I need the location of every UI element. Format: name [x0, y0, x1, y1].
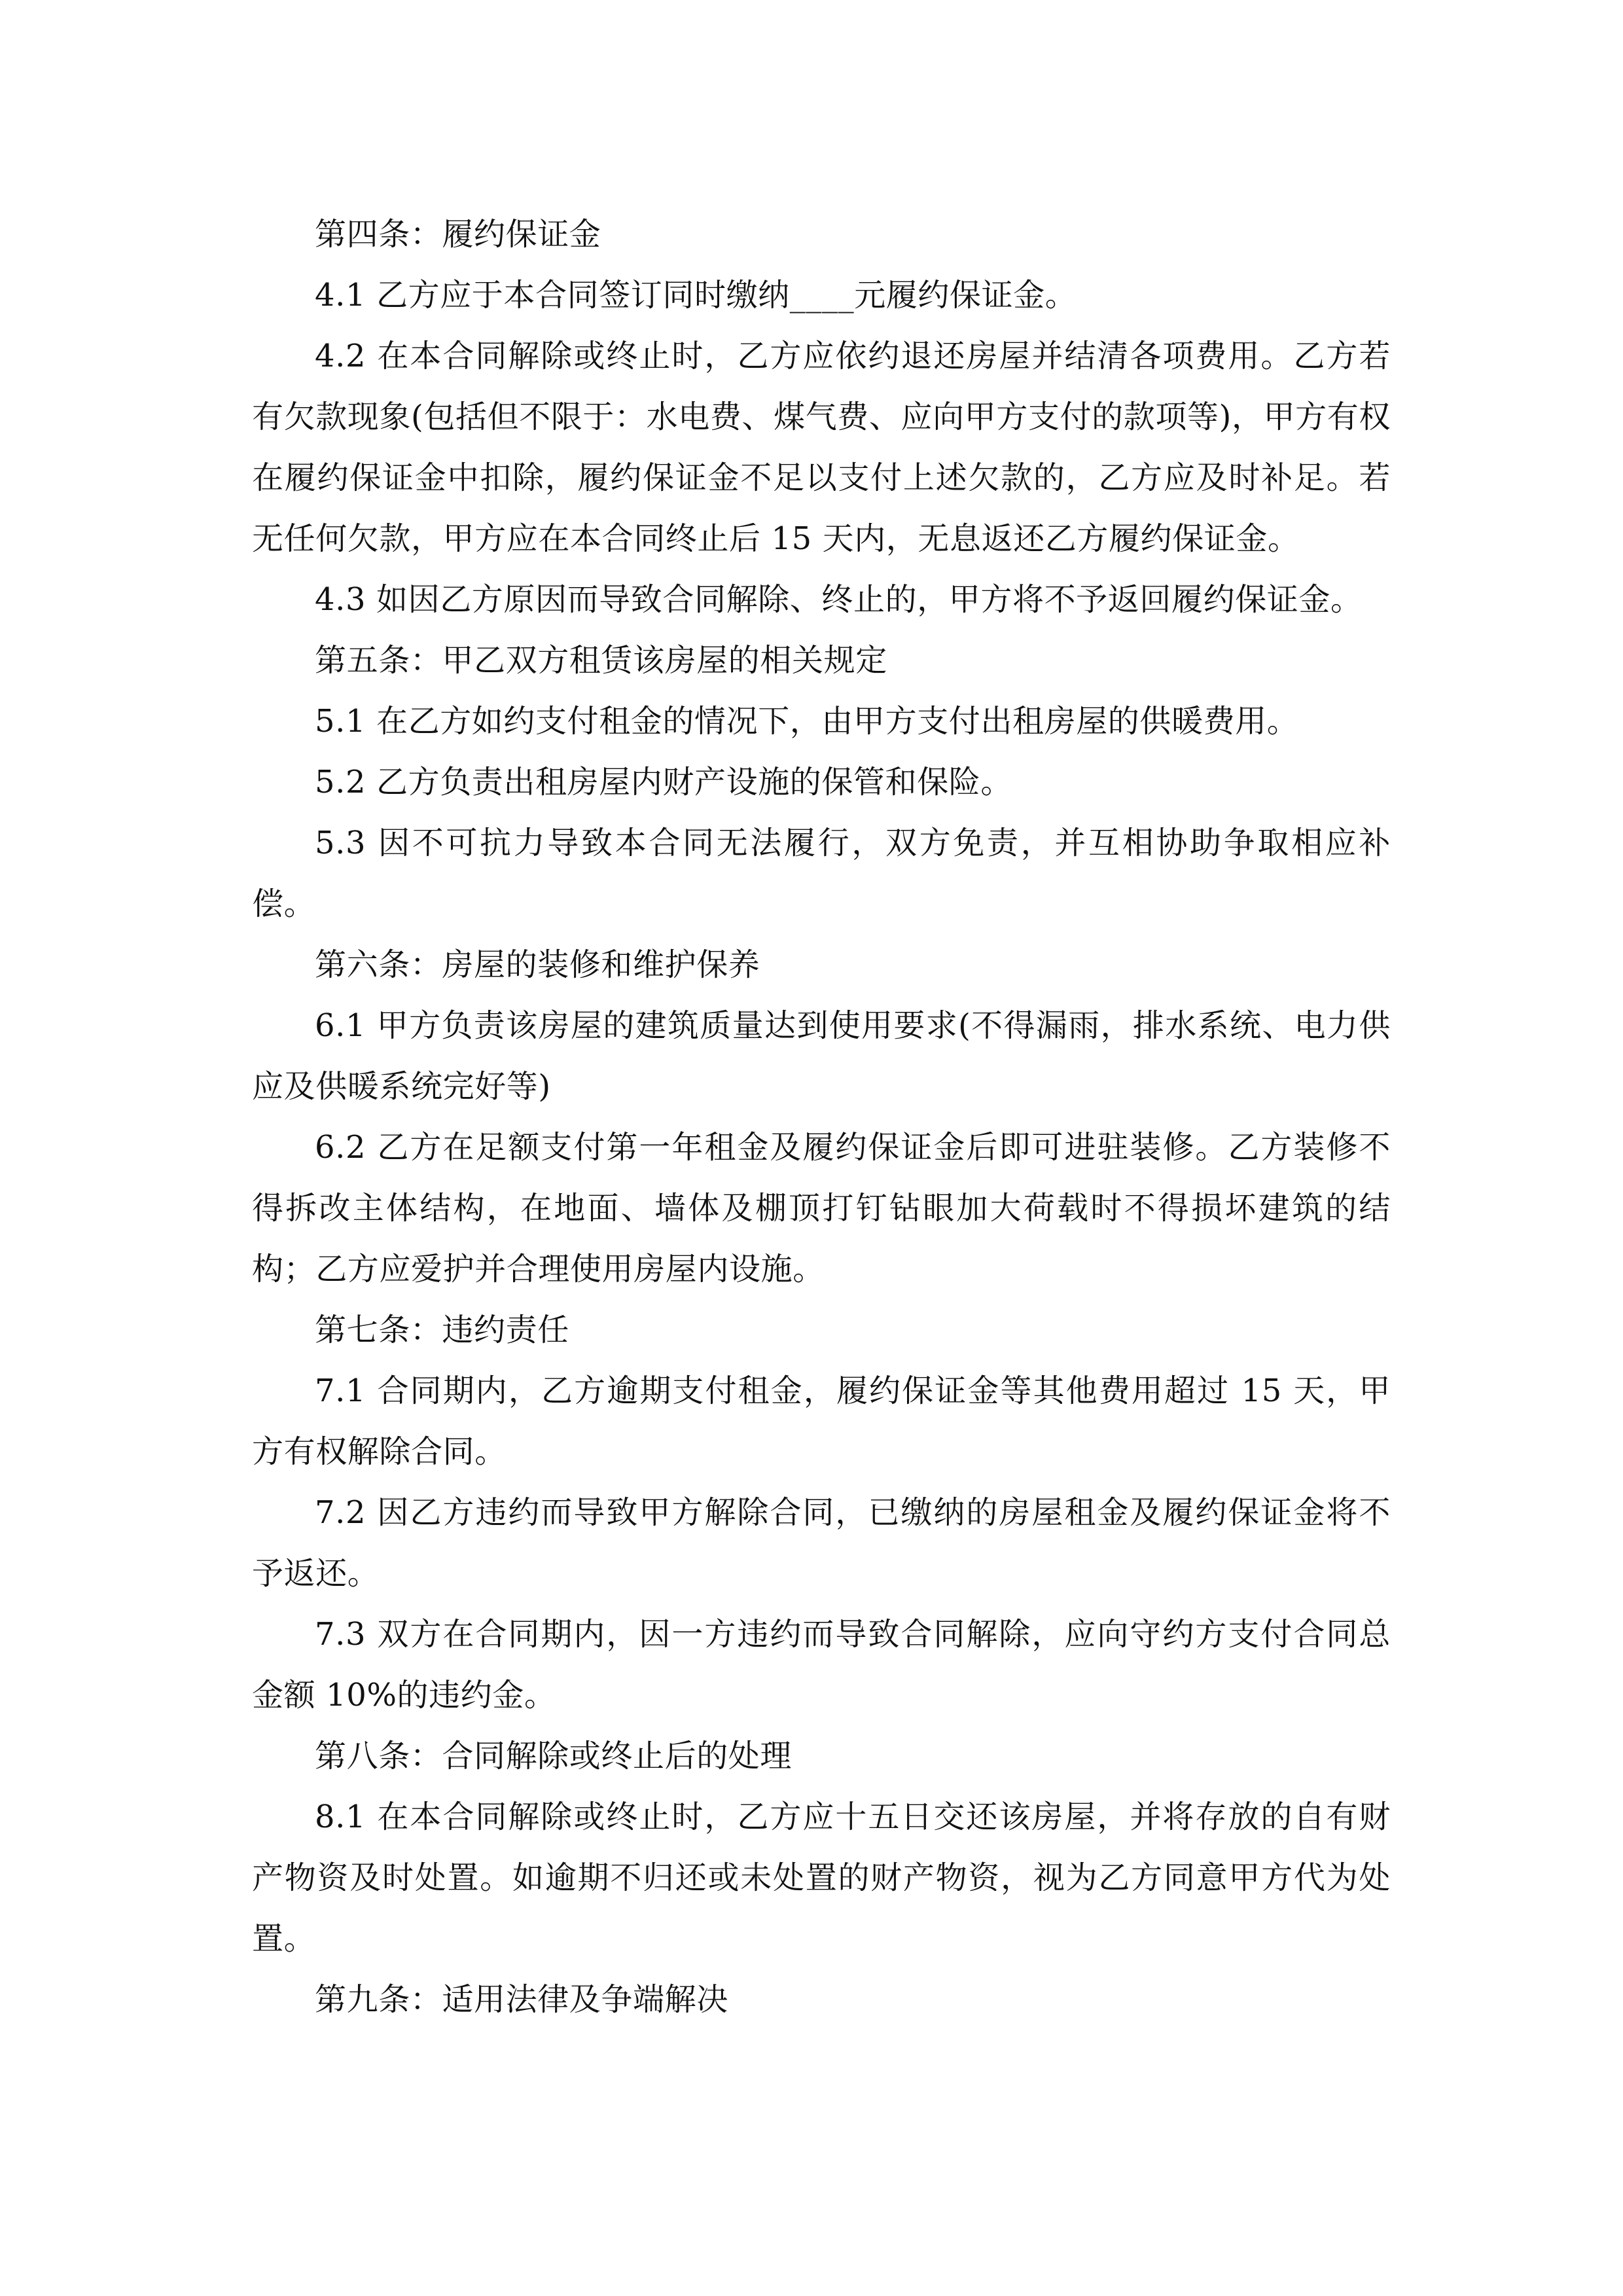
document-body	[252, 204, 1391, 2030]
clause-4-2: 4.2 在本合同解除或终止时，乙方应依约退还房屋并结清各项费用。乙方若有欠款现象(包括但不限于：水电费、煤气费、应向甲方支付的款项等)，甲方有权在履约保证金中扣除，履约保证金不足以支付上述欠款的，乙方应及时补足。若无任何欠款，甲方应在本合同终止后 15 天内，无息返还乙方履约保证金。	[252, 338, 1391, 557]
clause-7-1: 7.1 合同期内，乙方逾期支付租金，履约保证金等其他费用超过 15 天，甲方有权解除合同。	[252, 1372, 1391, 1470]
clause-5-1: 5.1 在乙方如约支付租金的情况下，由甲方支付出租房屋的供暖费用。	[315, 703, 1299, 740]
clause-6-2: 6.2 乙方在足额支付第一年租金及履约保证金后即可进驻装修。乙方装修不得拆改主体结构，在地面、墙体及棚顶打钉钻眼加大荷载时不得损坏建筑的结构；乙方应爱护并合理使用房屋内设施。	[252, 1129, 1391, 1287]
clause-4-1: 4.1 乙方应于本合同签订同时缴纳____元履约保证金。	[315, 277, 1077, 314]
article-8-heading: 第八条：合同解除或终止后的处理	[315, 1738, 793, 1774]
clause-5-2: 5.2 乙方负责出租房屋内财产设施的保管和保险。	[315, 764, 1012, 800]
clause-5-3: 5.3 因不可抗力导致本合同无法履行，双方免责，并互相协助争取相应补偿。	[252, 825, 1391, 922]
clause-7-2: 7.2 因乙方违约而导致甲方解除合同，已缴纳的房屋租金及履约保证金将不予返还。	[252, 1494, 1391, 1592]
clause-8-1: 8.1 在本合同解除或终止时，乙方应十五日交还该房屋，并将存放的自有财产物资及时处置。如逾期不归还或未处置的财产物资，视为乙方同意甲方代为处置。	[252, 1799, 1391, 1957]
clause-6-1: 6.1 甲方负责该房屋的建筑质量达到使用要求(不得漏雨，排水系统、电力供应及供暖系统完好等)	[252, 1007, 1391, 1105]
clause-4-3: 4.3 如因乙方原因而导致合同解除、终止的，甲方将不予返回履约保证金。	[315, 581, 1363, 618]
article-4-heading: 第四条：履约保证金	[315, 216, 601, 253]
article-7-heading: 第七条：违约责任	[315, 1312, 569, 1348]
article-5-heading: 第五条：甲乙双方租赁该房屋的相关规定	[315, 642, 887, 679]
article-6-heading: 第六条：房屋的装修和维护保养	[315, 946, 760, 983]
clause-7-3: 7.3 双方在合同期内，因一方违约而导致合同解除，应向守约方支付合同总金额 10%的违约金。	[252, 1616, 1391, 1713]
article-9-heading: 第九条：适用法律及争端解决	[315, 1981, 728, 2018]
